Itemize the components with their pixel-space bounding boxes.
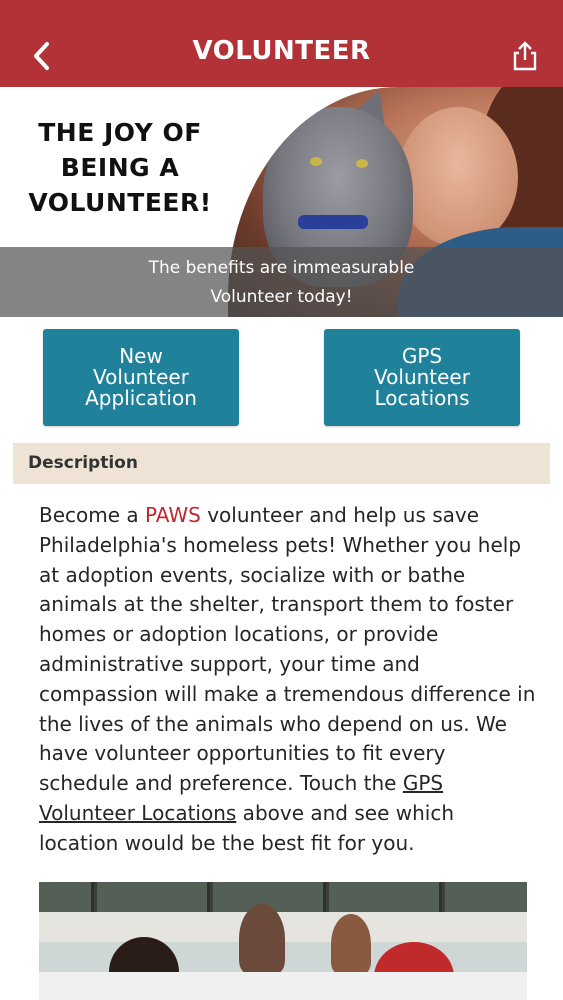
volunteers-photo [39, 882, 527, 1000]
share-button[interactable] [509, 38, 541, 74]
hero-caption-line-1: The benefits are immeasurable [148, 258, 415, 278]
paws-name: PAWS [145, 503, 201, 527]
description-heading: Description [13, 443, 550, 484]
new-volunteer-application-button[interactable]: New Volunteer Application [43, 329, 239, 426]
share-icon [513, 41, 537, 71]
hero-banner [0, 87, 563, 317]
description-text: Become a PAWS volunteer and help us save Philadelphia's homeless pets! Whether you help at adoption events, socialize with or bathe animals at the shelter, transport them to foster homes or adoption locations, or provide administrative support, your time and compassion will make a tremendous difference in the lives of the animals who depend on us. We have volunteer opportunities to fit every schedule and preference. Touch the GPS Volunteer Locations above and see which location would be the best fit for you. [39, 503, 536, 855]
gps-volunteer-locations-link[interactable]: GPS Volunteer Locations [39, 771, 444, 825]
app-header [0, 0, 563, 87]
hero-caption-line-2: Volunteer today! [210, 287, 353, 307]
hero-headline: THE JOY OF BEING A VOLUNTEER! [28, 118, 212, 217]
page-title: VOLUNTEER [192, 36, 371, 66]
gps-volunteer-locations-button[interactable]: GPS Volunteer Locations [324, 329, 520, 426]
